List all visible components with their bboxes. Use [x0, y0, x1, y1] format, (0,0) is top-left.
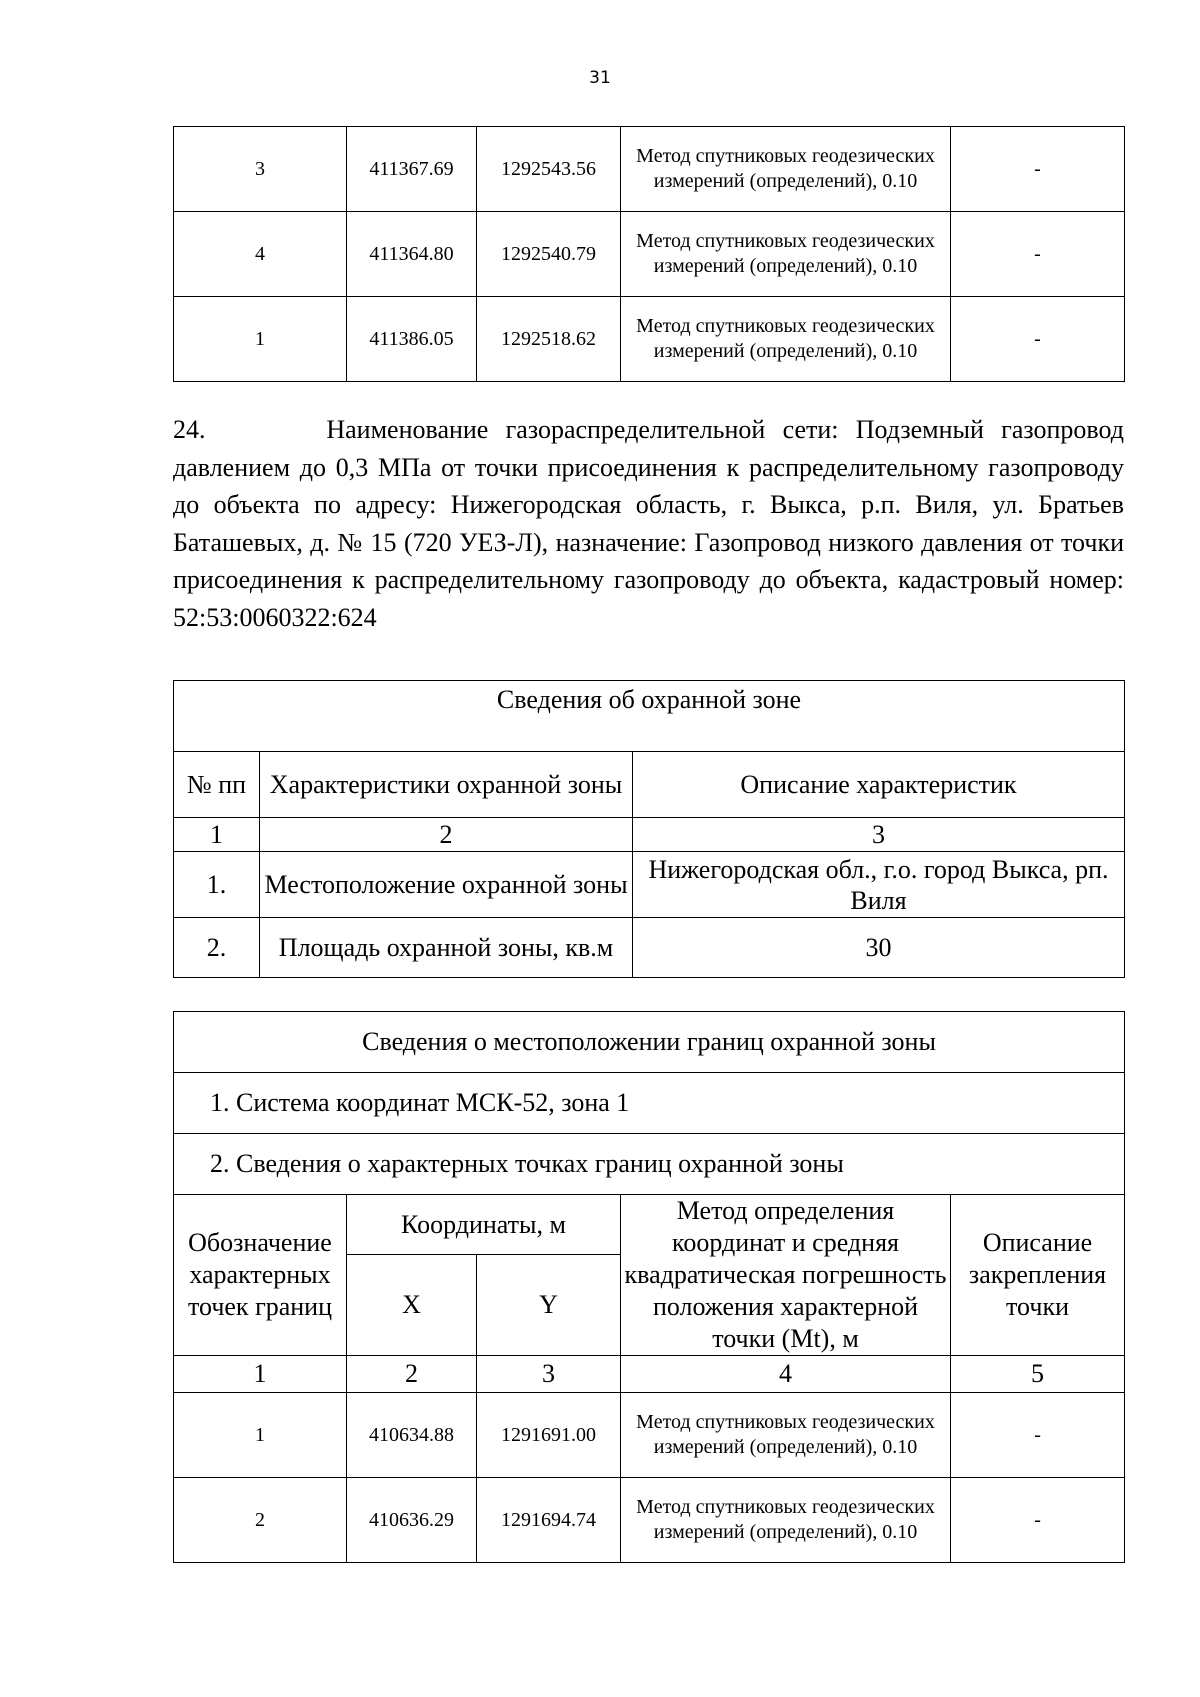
- header-x: X: [347, 1255, 477, 1356]
- column-number: 2: [260, 818, 633, 852]
- header-point: Обозначение характерных точек границ: [174, 1195, 347, 1356]
- coord-x: 411364.80: [347, 212, 477, 297]
- fix-cell: -: [951, 127, 1125, 212]
- table-row: [174, 852, 1125, 918]
- method-cell: Метод спутниковых геодезических измерений (определений), 0.10: [621, 1393, 951, 1478]
- zone-info-table: [173, 680, 1125, 978]
- top-coordinates-table: [173, 126, 1125, 382]
- header-description: Описание характеристик: [633, 752, 1125, 818]
- header-characteristic: Характеристики охранной зоны: [260, 752, 633, 818]
- boundary-location-table: [173, 1011, 1125, 1563]
- column-number: 1: [174, 1356, 347, 1393]
- page-number: 31: [589, 68, 611, 88]
- header-coordinates: Координаты, м: [347, 1195, 621, 1255]
- point-id: 2: [174, 1478, 347, 1563]
- header-number: № пп: [174, 752, 260, 818]
- row-number: 2.: [174, 918, 260, 978]
- column-number: 3: [633, 818, 1125, 852]
- table-row: [174, 297, 1125, 382]
- point-id: 3: [174, 127, 347, 212]
- fix-cell: -: [951, 297, 1125, 382]
- characteristic-name: Площадь охранной зоны, кв.м: [260, 918, 633, 978]
- points-section-title: 2. Сведения о характерных точках границ охранной зоны: [174, 1134, 1125, 1195]
- header-method: Метод определения координат и средняя квадратическая погрешность положения характерной точки (Mt), м: [621, 1195, 951, 1356]
- method-cell: Метод спутниковых геодезических измерений (определений), 0.10: [621, 1478, 951, 1563]
- header-fix: Описание закрепления точки: [951, 1195, 1125, 1356]
- characteristic-value: 30: [633, 918, 1125, 978]
- zone-table-title: Сведения об охранной зоне: [174, 681, 1125, 752]
- point-id: 1: [174, 297, 347, 382]
- fix-cell: -: [951, 1478, 1125, 1563]
- header-y: Y: [477, 1255, 621, 1356]
- method-cell: Метод спутниковых геодезических измерений (определений), 0.10: [621, 127, 951, 212]
- method-cell: Метод спутниковых геодезических измерений (определений), 0.10: [621, 297, 951, 382]
- table-row: [174, 918, 1125, 978]
- column-number: 1: [174, 818, 260, 852]
- point-id: 4: [174, 212, 347, 297]
- fix-cell: -: [951, 1393, 1125, 1478]
- coord-x: 411386.05: [347, 297, 477, 382]
- section-paragraph: 24. Наименование газораспределительной сети: Подземный газопровод давлением до 0,3 МПа от точки присоединения к распределительному газопроводу до объекта по адресу: Нижегородская область, г. Выкса, р.п. Виля, ул. Братьев Баташевых, д. № 15 (720 УЕЗ-Л), назначение: Газопровод низкого давления от точки присоединения к распределительному газопроводу до объекта, кадастровый номер: 52:53:0060322:624: [173, 415, 1124, 632]
- row-number: 1.: [174, 852, 260, 918]
- column-number: 2: [347, 1356, 477, 1393]
- coord-x: 411367.69: [347, 127, 477, 212]
- column-number: 4: [621, 1356, 951, 1393]
- coordinate-system: 1. Система координат МСК-52, зона 1: [174, 1073, 1125, 1134]
- column-number: 5: [951, 1356, 1125, 1393]
- point-id: 1: [174, 1393, 347, 1478]
- coord-y: 1291691.00: [477, 1393, 621, 1478]
- table-row: [174, 127, 1125, 212]
- coord-y: 1291694.74: [477, 1478, 621, 1563]
- location-table-title: Сведения о местоположении границ охранной зоны: [174, 1012, 1125, 1073]
- coord-y: 1292543.56: [477, 127, 621, 212]
- table-row: [174, 1478, 1125, 1563]
- table-row: [174, 1393, 1125, 1478]
- coord-x: 410634.88: [347, 1393, 477, 1478]
- coord-x: 410636.29: [347, 1478, 477, 1563]
- table-row: [174, 212, 1125, 297]
- fix-cell: -: [951, 212, 1125, 297]
- column-number: 3: [477, 1356, 621, 1393]
- characteristic-name: Местоположение охранной зоны: [260, 852, 633, 918]
- coord-y: 1292540.79: [477, 212, 621, 297]
- method-cell: Метод спутниковых геодезических измерений (определений), 0.10: [621, 212, 951, 297]
- characteristic-value: Нижегородская обл., г.о. город Выкса, рп. Виля: [633, 852, 1125, 918]
- coord-y: 1292518.62: [477, 297, 621, 382]
